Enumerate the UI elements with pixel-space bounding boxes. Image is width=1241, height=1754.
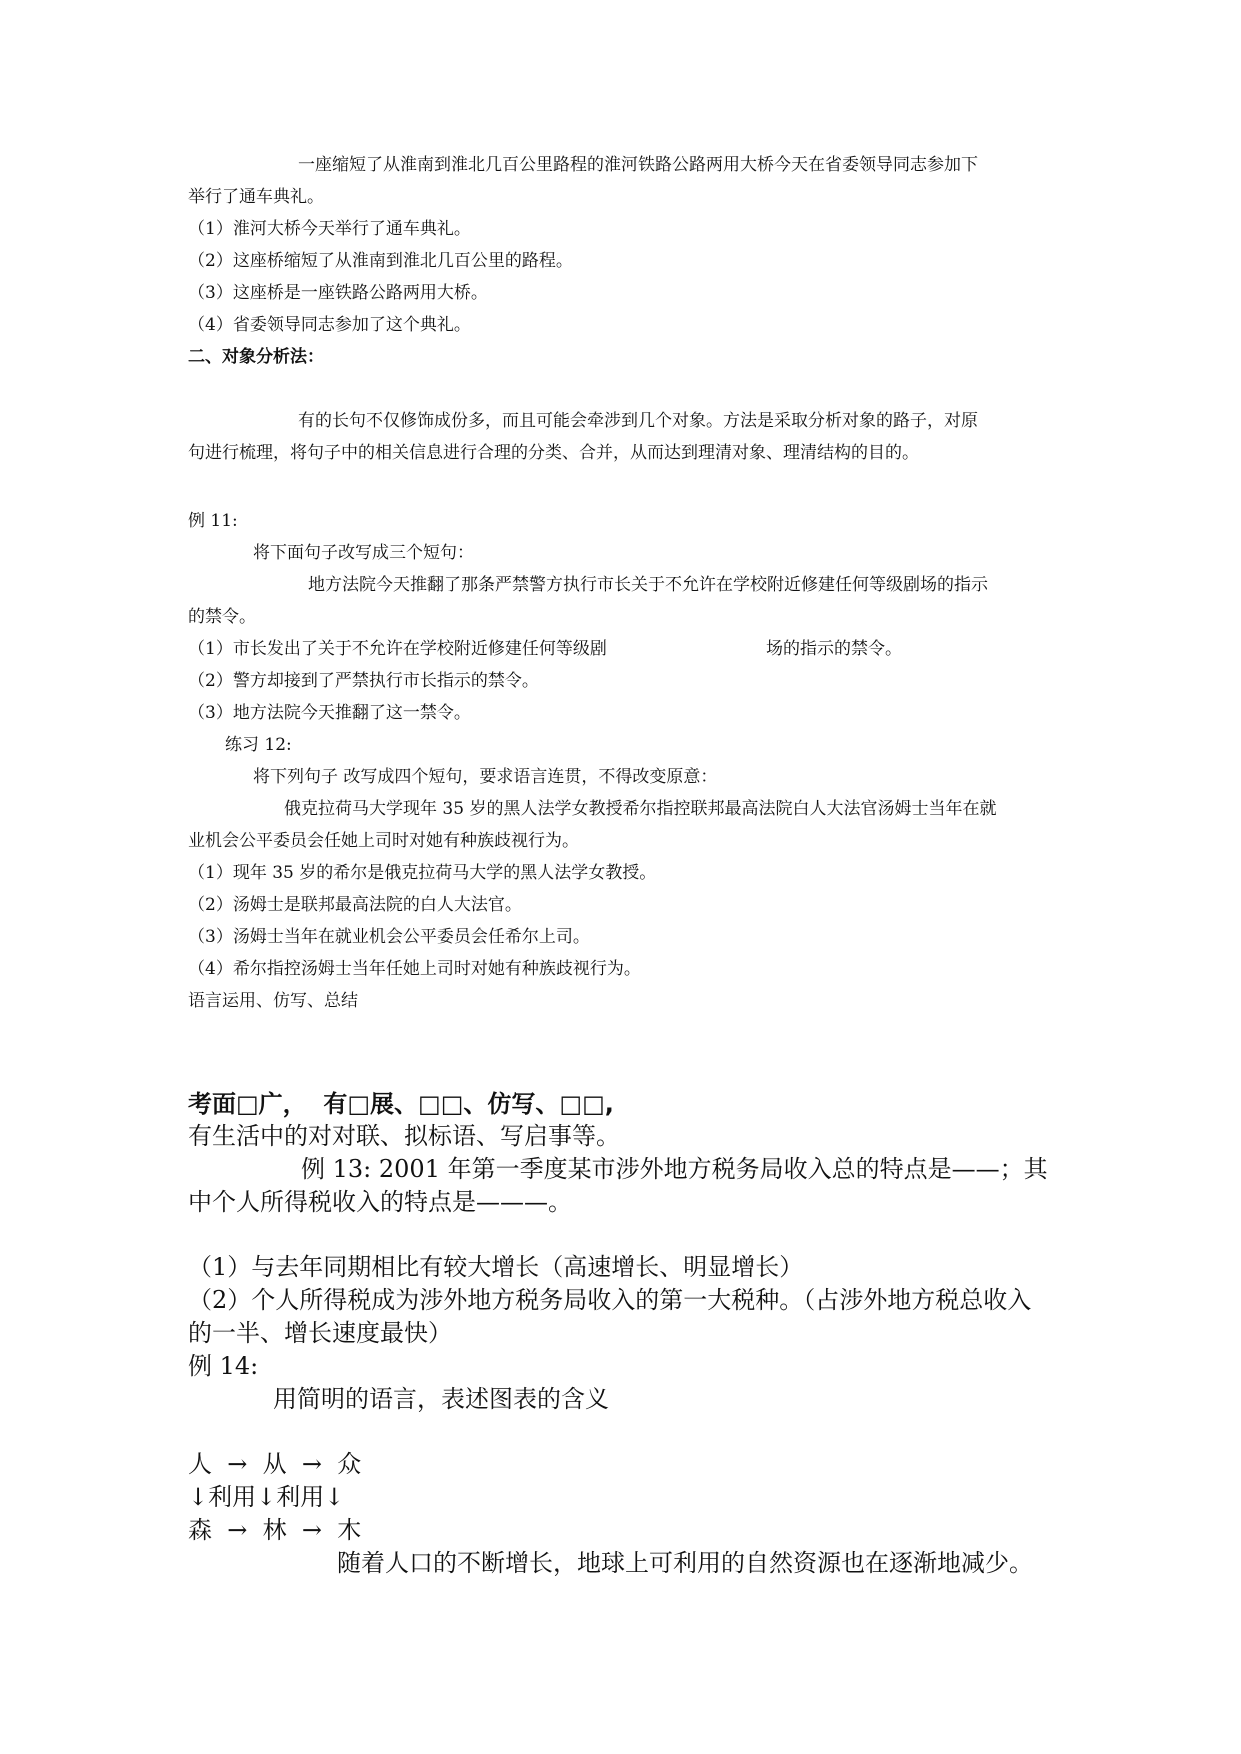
list-item: （3）这座桥是一座铁路公路两用大桥。 — [188, 283, 488, 303]
list-item: （2）警方却接到了严禁执行市长指示的禁令。 — [188, 671, 539, 691]
list-item: （4）省委领导同志参加了这个典礼。 — [188, 315, 471, 335]
list-item: （1）淮河大桥今天举行了通车典礼。 — [188, 219, 471, 239]
section-heading: 考面□广， 有□展、□□、仿写、□□, — [188, 1090, 614, 1118]
paragraph-line-1: 有的长句不仅修饰成份多，而且可能会牵涉到几个对象。方法是采取分析对象的路子，对原 — [298, 411, 978, 431]
list-item: （4）希尔指控汤姆士当年任她上司时对她有种族歧视行为。 — [188, 959, 641, 979]
intro-line-1: 一座缩短了从淮南到淮北几百公里路程的淮河铁路公路两用大桥今天在省委领导同志参加下 — [298, 155, 978, 175]
list-item: （2）这座桥缩短了从淮南到淮北几百公里的路程。 — [188, 251, 573, 271]
list-item: （2）汤姆士是联邦最高法院的白人大法官。 — [188, 895, 522, 915]
answer-item: （2）个人所得税成为涉外地方税务局收入的第一大税种。（占涉外地方税总收入 — [188, 1286, 1032, 1314]
example-label: 例 11: — [188, 511, 238, 531]
example-sentence-line-1: 地方法院今天推翻了那条严禁警方执行市长关于不允许在学校附近修建任何等级剧场的指示 — [308, 575, 988, 595]
section-footer: 语言运用、仿写、总结 — [188, 991, 358, 1011]
example-13-line-1: 例 13: 2001 年第一季度某市涉外地方税务局收入总的特点是——；其 — [301, 1155, 1048, 1183]
list-item: （3）汤姆士当年在就业机会公平委员会任希尔上司。 — [188, 927, 590, 947]
section-heading: 二、对象分析法： — [188, 347, 324, 367]
diagram-row-top: 人 → 从 → 众 — [188, 1450, 362, 1478]
example-13-line-2: 中个人所得税收入的特点是———。 — [188, 1188, 572, 1216]
practice-instruction: 将下列句子 改写成四个短句，要求语言连贯，不得改变原意： — [253, 767, 718, 787]
list-item: （1）现年 35 岁的希尔是俄克拉荷马大学的黑人法学女教授。 — [188, 863, 657, 883]
diagram-row-arrows: ↓利用↓利用↓ — [188, 1483, 345, 1511]
practice-sentence-line-2: 业机会公平委员会任她上司时对她有种族歧视行为。 — [188, 831, 579, 851]
answer-item-continuation: 的一半、增长速度最快） — [188, 1319, 452, 1347]
list-item-continuation: 场的指示的禁令。 — [766, 639, 902, 659]
example-instruction: 用简明的语言，表述图表的含义 — [273, 1385, 609, 1413]
section-subline: 有生活中的对对联、拟标语、写启事等。 — [188, 1122, 620, 1150]
example-sentence-line-2: 的禁令。 — [188, 607, 256, 627]
example-instruction: 将下面句子改写成三个短句： — [253, 543, 474, 563]
paragraph-line-2: 句进行梳理，将句子中的相关信息进行合理的分类、合并，从而达到理清对象、理清结构的目的。 — [188, 443, 919, 463]
practice-label: 练习 12: — [225, 735, 292, 755]
diagram-row-bottom: 森 → 林 → 木 — [188, 1516, 362, 1544]
list-item: （1）市长发出了关于不允许在学校附近修建任何等级剧 — [188, 639, 607, 659]
answer-item: （1）与去年同期相比有较大增长（高速增长、明显增长） — [188, 1253, 804, 1281]
diagram-conclusion: 随着人口的不断增长，地球上可利用的自然资源也在逐渐地减少。 — [337, 1549, 1033, 1577]
example-label: 例 14: — [188, 1352, 259, 1380]
practice-sentence-line-1: 俄克拉荷马大学现年 35 岁的黑人法学女教授希尔指控联邦最高法院白人大法官汤姆士当年在就 — [284, 799, 997, 819]
list-item: （3）地方法院今天推翻了这一禁令。 — [188, 703, 471, 723]
intro-line-2: 举行了通车典礼。 — [188, 187, 324, 207]
